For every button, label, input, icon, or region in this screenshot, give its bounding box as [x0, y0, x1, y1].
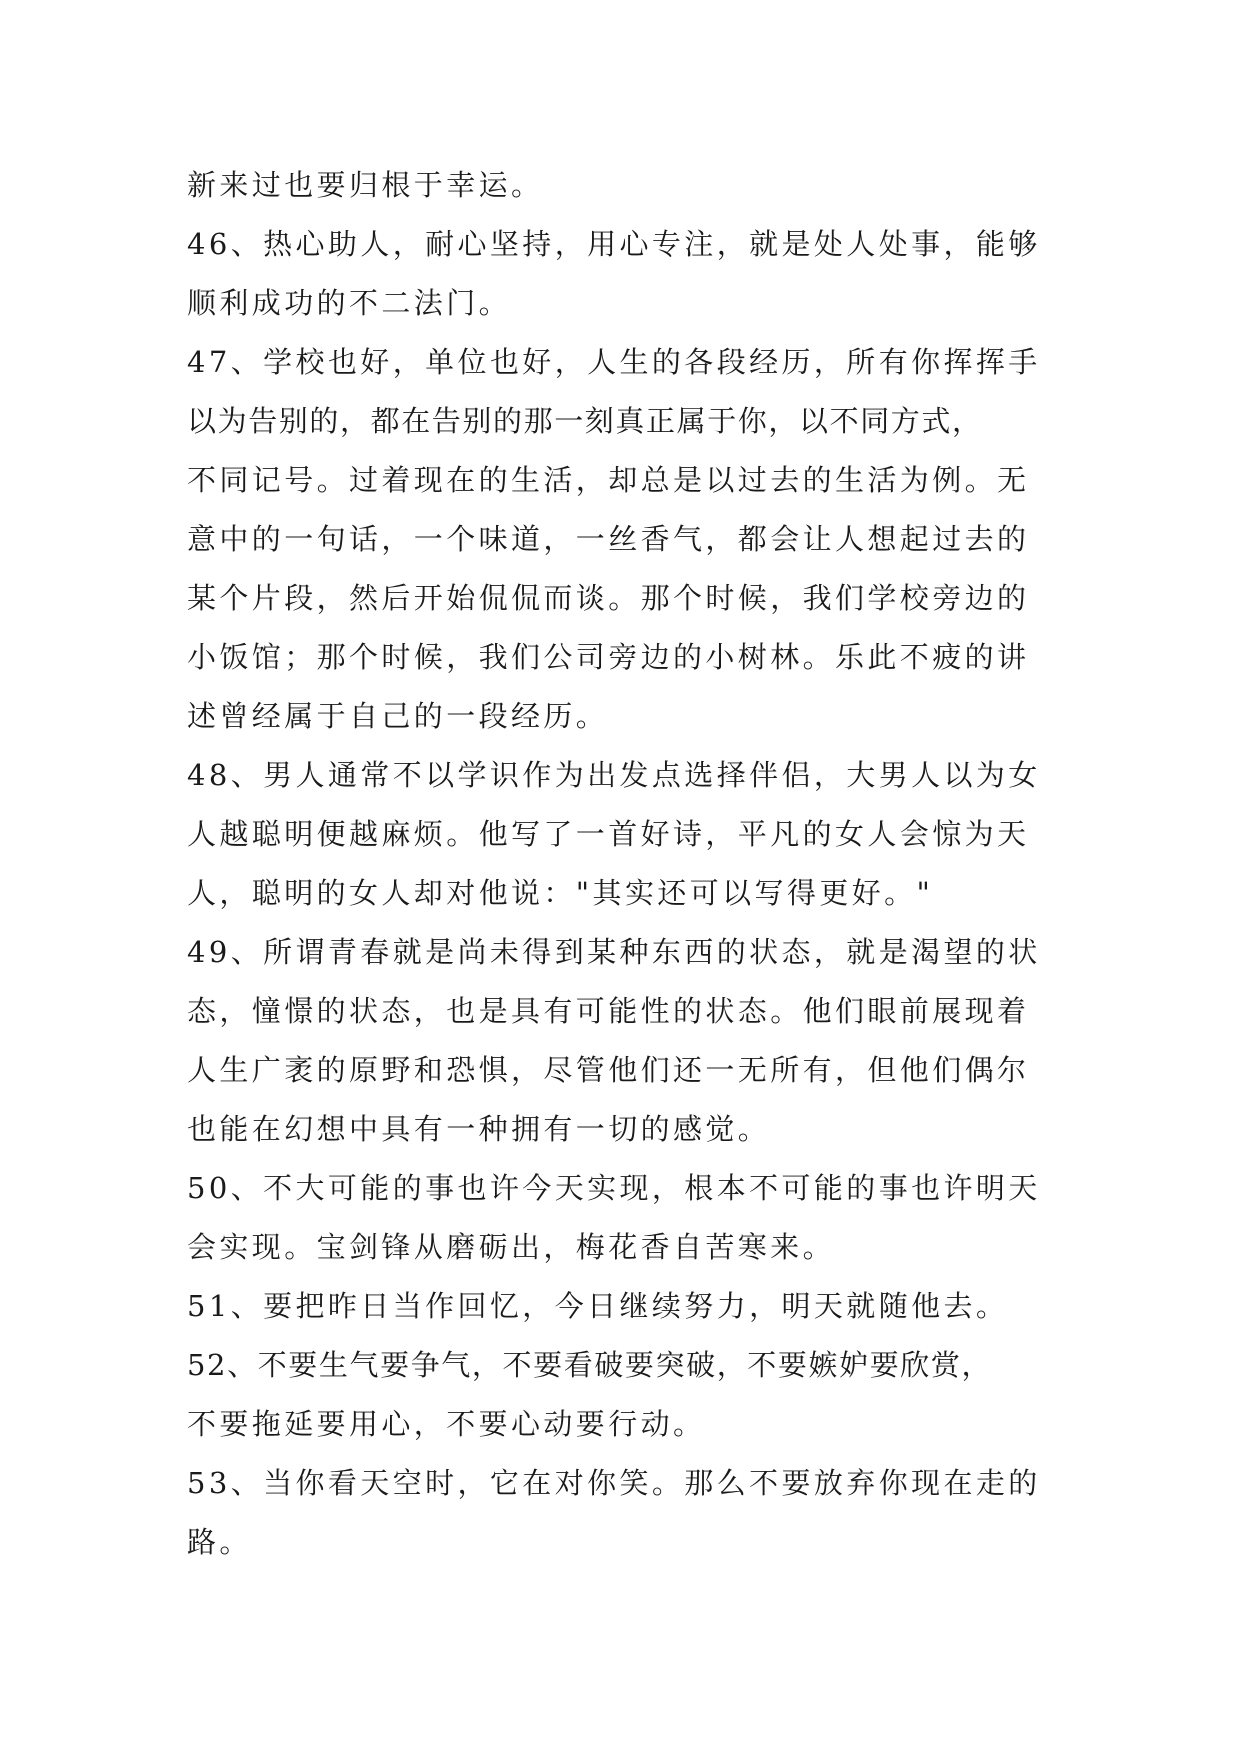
- text-line: 述曾经属于自己的一段经历。: [187, 699, 609, 733]
- text-line: 也能在幻想中具有一种拥有一切的感觉。: [187, 1112, 771, 1146]
- text-line: 新来过也要归根于幸运。: [187, 168, 544, 202]
- text-line: 会实现。宝剑锋从磨砺出，梅花香自苦寒来。: [187, 1230, 836, 1264]
- paragraph-47: [187, 333, 1055, 746]
- text-line: 路。: [187, 1525, 252, 1559]
- text-line: 小饭馆；那个时候，我们公司旁边的小树林。乐此不疲的讲: [187, 640, 1030, 674]
- paragraph-46: [187, 215, 1055, 333]
- text-line: 意中的一句话，一个味道，一丝香气，都会让人想起过去的: [187, 522, 1030, 556]
- document-body: [187, 156, 1055, 1572]
- text-line: 51、要把昨日当作回忆，今日继续努力，明天就随他去。: [187, 1289, 1009, 1323]
- text-line: 47、学校也好，单位也好，人生的各段经历，所有你挥挥手: [187, 345, 1041, 379]
- text-line: 态，憧憬的状态，也是具有可能性的状态。他们眼前展现着: [187, 994, 1030, 1028]
- text-line: 顺利成功的不二法门。: [187, 286, 512, 320]
- text-line: 不要拖延要用心，不要心动要行动。: [187, 1407, 706, 1441]
- paragraph-48: [187, 746, 1055, 923]
- paragraph-50: [187, 1159, 1055, 1277]
- text-line: 49、所谓青春就是尚未得到某种东西的状态，就是渴望的状: [187, 935, 1041, 969]
- paragraph-45-continuation: [187, 156, 1055, 215]
- text-line: 48、男人通常不以学识作为出发点选择伴侣，大男人以为女: [187, 758, 1041, 792]
- text-line: 以为告别的，都在告别的那一刻真正属于你，以不同方式，: [187, 404, 983, 438]
- text-line: 46、热心助人，耐心坚持，用心专注，就是处人处事，能够: [187, 227, 1041, 261]
- text-line: 53、当你看天空时，它在对你笑。那么不要放弃你现在走的: [187, 1466, 1041, 1500]
- text-line: 52、不要生气要争气，不要看破要突破，不要嫉妒要欣赏，: [187, 1348, 993, 1382]
- text-line: 某个片段，然后开始侃侃而谈。那个时候，我们学校旁边的: [187, 581, 1030, 615]
- paragraph-52: [187, 1336, 1055, 1454]
- text-line: 人越聪明便越麻烦。他写了一首好诗，平凡的女人会惊为天: [187, 817, 1030, 851]
- text-line: 人，聪明的女人却对他说："其实还可以写得更好。": [187, 876, 934, 910]
- text-line: 50、不大可能的事也许今天实现，根本不可能的事也许明天: [187, 1171, 1041, 1205]
- text-line: 人生广袤的原野和恐惧，尽管他们还一无所有，但他们偶尔: [187, 1053, 1030, 1087]
- text-line: 不同记号。过着现在的生活，却总是以过去的生活为例。无: [187, 463, 1030, 497]
- paragraph-49: [187, 923, 1055, 1159]
- paragraph-51: [187, 1277, 1055, 1336]
- paragraph-53: [187, 1454, 1055, 1572]
